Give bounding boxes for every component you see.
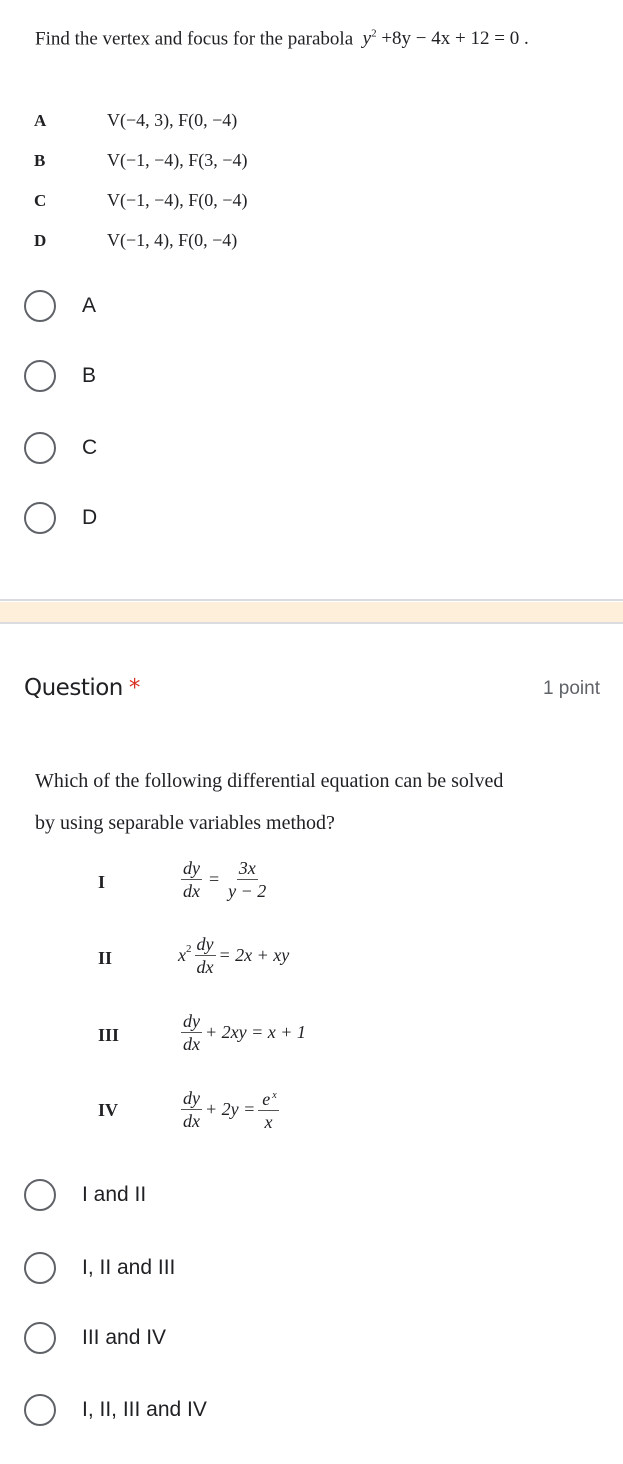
equation-label-ii: II [98,948,113,968]
radio-choice-1[interactable] [24,1177,146,1213]
option-letter-d: D [34,231,47,250]
option-letter-c: C [34,191,47,210]
radio-label: III and IV [82,1326,167,1349]
equation-label-iii: III [98,1025,120,1045]
radio-circle[interactable] [24,360,56,392]
radio-label: I, II, III and IV [82,1398,207,1421]
equation-label-i: I [98,872,106,892]
radio-label: C [82,436,98,459]
radio-choice-2[interactable] [24,1250,175,1286]
radio-label: I, II and III [82,1256,176,1279]
radio-choice-d[interactable] [24,500,97,536]
required-asterisk: * [128,675,140,701]
question-1-prompt: Find the vertex and focus for the parabola [35,28,354,50]
radio-choice-4[interactable] [24,1392,207,1428]
equation-ii: x $^2$ $\frac{dy}{dx}$ = 2x + xy [178,934,290,977]
radio-circle[interactable] [24,1322,56,1354]
radio-choice-a[interactable] [24,288,96,324]
radio-label: I and II [82,1183,147,1206]
equation-iv: $\frac{dy}{dx}$ + 2y = $\frac{e ^x}{x}$ [178,1085,282,1133]
equation-i: $\frac{dy}{dx}$ = $\frac{3x}{y - 2}$ [183,858,267,901]
radio-circle[interactable] [24,1179,56,1211]
option-value-a: V(−4, 3), F(0, −4) [107,110,238,130]
question-1-equation: $y^2 +8y - 4x + 12 = 0$ . [362,28,529,50]
fraction: $\frac{dy}{dx}$ [183,1087,200,1131]
option-value-b: V(−1, −4), F(3, −4) [107,150,248,170]
radio-circle[interactable] [24,1394,56,1426]
fraction: $\frac{e ^x}{x}$ [258,1085,278,1133]
question-2-header [24,675,140,701]
equation-label-iv: IV [98,1100,119,1120]
radio-choice-b[interactable] [24,358,96,394]
radio-choice-c[interactable] [24,430,97,466]
radio-circle[interactable] [24,432,56,464]
equation-iii: $\frac{dy}{dx}$ + 2xy = x + 1 [183,1011,306,1054]
option-letter-a: A [34,111,47,130]
radio-label: D [82,506,98,529]
radio-label: B [82,364,97,387]
radio-circle[interactable] [24,1252,56,1284]
divider [0,599,623,601]
option-value-c: V(−1, −4), F(0, −4) [107,190,248,210]
question-1-text [35,28,529,50]
fraction: $\frac{dy}{dx}$ [183,858,200,901]
fraction: $\frac{3x}{y - 2}$ [228,858,267,901]
fraction: $\frac{dy}{dx}$ [196,934,214,977]
question-2-text-line-2: by using separable variables method? [35,812,335,834]
points-label: 1 point [542,678,600,699]
option-value-d: V(−1, 4), F(0, −4) [107,230,238,250]
radio-circle[interactable] [24,502,56,534]
question-title: Question [24,675,123,701]
radio-circle[interactable] [24,290,56,322]
radio-choice-3[interactable] [24,1320,166,1356]
fraction: $\frac{dy}{dx}$ [183,1011,200,1054]
divider [0,622,623,624]
radio-label: A [82,294,97,317]
question-2-text-line-1: Which of the following differential equation can be solved [35,770,504,792]
option-letter-b: B [34,151,46,170]
section-gap [0,602,623,622]
